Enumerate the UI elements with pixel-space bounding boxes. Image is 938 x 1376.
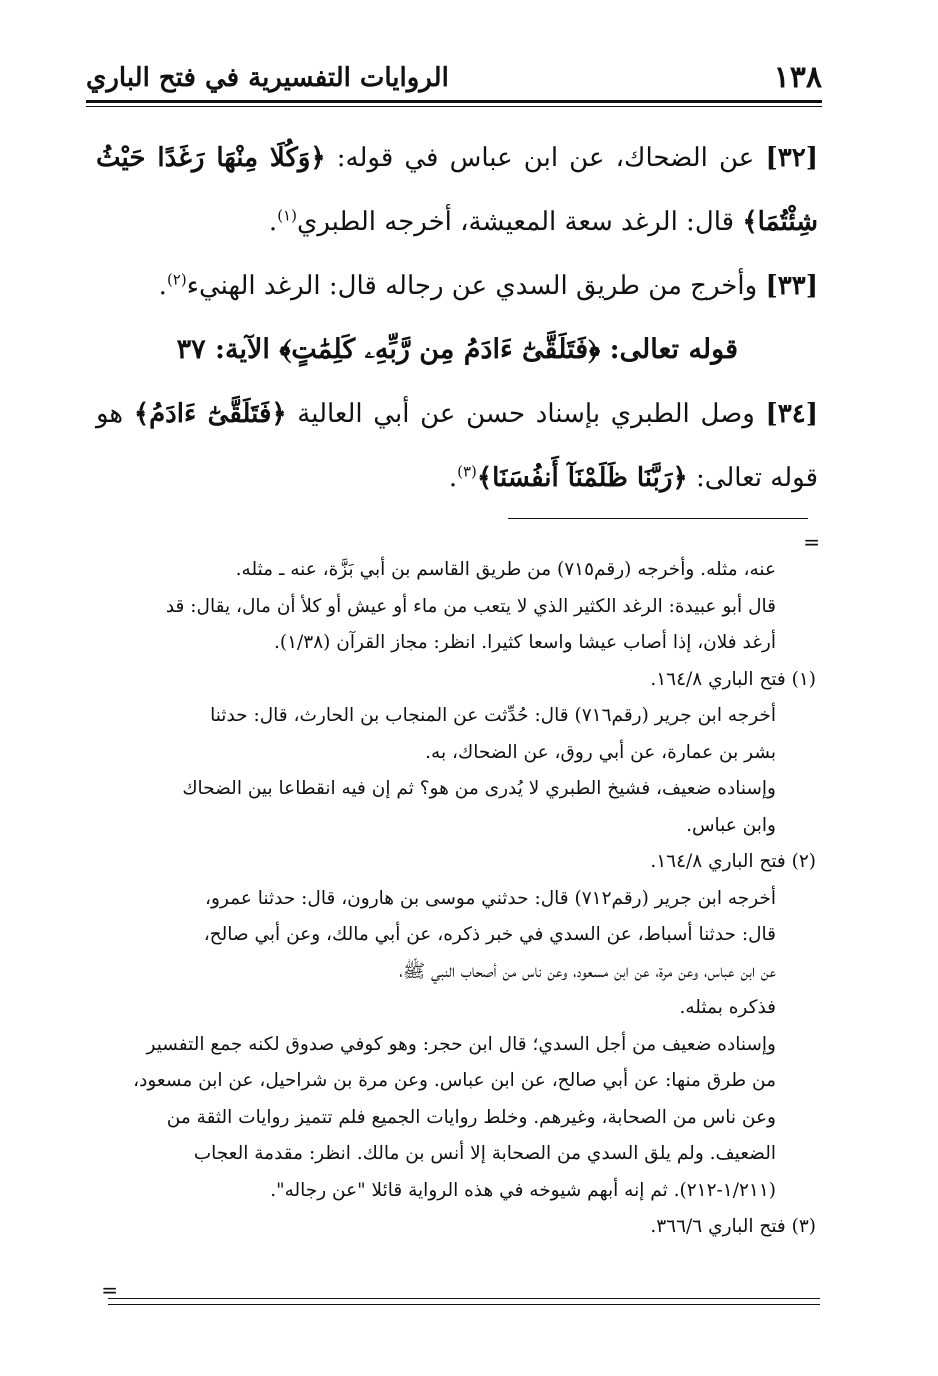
paragraph-32 [96, 126, 818, 254]
narration-text: قال: الرغد سعة المعيشة، أخرجه الطبري [296, 207, 735, 237]
narration-number: [٣٣] [765, 271, 818, 301]
quran-verse: ﴿رَبَّنَا ظَلَمْنَآ أَنفُسَنَا﴾ [476, 463, 688, 493]
footnote-1-line: وابن عباس. [686, 814, 776, 836]
heading-label: قوله تعالى: [609, 334, 738, 365]
footnote-1-line: وإسناده ضعيف، فشيخ الطبري لا يُدرى من هو؟ ثم إن فيه انقطاعا بين الضحاك [182, 778, 776, 799]
full-stop: . [158, 271, 167, 301]
footnotes [100, 552, 816, 1246]
running-title: الروايات التفسيرية في فتح الباري [86, 63, 449, 93]
footnote-continued-line: أرغد فلان، إذا أصاب عيشا واسعا كثيرا. انظر: مجاز القرآن (١/٣٨). [274, 632, 776, 653]
page-number: ١٣٨ [773, 60, 822, 95]
narration-text: هو قوله تعالى: [96, 399, 818, 493]
footnote-2-line: (١/٢١١-٢١٢). ثم إنه أبهم شيوخه في هذه الرواية قائلا "عن رجاله". [270, 1179, 776, 1201]
header-rule [86, 100, 822, 103]
full-stop: . [448, 463, 458, 493]
footnote-ref: (١) [277, 206, 297, 225]
footnote-1-line: بشر بن عمارة، عن أبي روق، عن الضحاك، به. [425, 741, 776, 763]
footnote-2-line: وإسناده ضعيف من أجل السدي؛ قال ابن حجر: وهو كوفي صدوق لكنه جمع التفسير [146, 1033, 776, 1055]
heading-tail: الآية: ٣٧ [176, 334, 270, 365]
footnote-1-head: (١) فتح الباري ١٦٤/٨. [650, 668, 816, 690]
footnote-2-line: الضعيف. ولم يلق السدي من الصحابة إلا أنس بن مالك. انظر: مقدمة العجاب [193, 1143, 776, 1164]
footnote-2-line: وعن ناس من الصحابة، وغيرهم. وخلط روايات الجميع فلم تتميز روايات الثقة من [166, 1106, 776, 1128]
footnote-ref: (٣) [457, 462, 477, 481]
paragraph-34 [96, 382, 818, 510]
bottom-rule [108, 1298, 820, 1299]
footnote-2-line: فذكره بمثله. [679, 997, 776, 1018]
footnote-2-line: من طرق منها: عن أبي صالح، عن ابن عباس. وعن مرة بن شراحيل، عن ابن مسعود، [133, 1070, 776, 1091]
footnote-2-line: قال: حدثنا أسباط، عن السدي في خبر ذكره، عن أبي مالك، وعن أبي صالح، [203, 924, 776, 945]
narration-text: وصل الطبري بإسناد حسن عن أبي العالية [297, 399, 755, 429]
page-header [86, 58, 822, 102]
footnote-1-line: أخرجه ابن جرير (رقم٧١٦) قال: حُدِّثت عن المنجاب بن الحارث، قال: حدثنا [210, 705, 776, 726]
quran-verse: ﴿فَتَلَقَّىٰٓ ءَادَمُ مِن رَّبِّهِۦ كَلِمَٰتٍ﴾ [279, 334, 601, 365]
full-stop: . [268, 207, 278, 237]
footnote-separator [508, 518, 808, 519]
quran-verse: ﴿فَتَلَقَّىٰٓ ءَادَمُ﴾ [133, 399, 287, 429]
narration-text: وأخرج من طريق السدي عن رجاله قال: الرغد الهنيء [186, 271, 758, 301]
footnote-3-head: (٣) فتح الباري ٣٦٦/٦. [650, 1216, 816, 1237]
continuation-mark-top: = [803, 530, 820, 554]
main-text [96, 126, 818, 510]
footnote-2-line: عن ابن عباس، وعن مرة، عن ابن مسعود، وعن ناس من أصحاب النبي ﷺ، [399, 960, 776, 982]
paragraph-33 [96, 254, 818, 318]
footnote-ref: (٢) [166, 270, 187, 289]
bottom-rule-thin [108, 1304, 820, 1305]
footnote-continued-line: عنه، مثله. وأخرجه (رقم٧١٥) من طريق القاسم بن أبي بَزَّة، عنه ـ مثله. [235, 559, 776, 580]
narration-text: عن الضحاك، عن ابن عباس في قوله: [336, 143, 755, 173]
footnote-2-head: (٢) فتح الباري ١٦٤/٨. [650, 851, 816, 872]
narration-number: [٣٤] [765, 399, 819, 429]
continuation-mark-bottom: = [101, 1278, 118, 1302]
narration-number: [٣٢] [765, 143, 818, 173]
footnote-continued-line: قال أبو عبيدة: الرغد الكثير الذي لا يتعب من ماء أو عيش أو كلأ أن مال، يقال: قد [165, 595, 776, 617]
header-rule-thin [86, 106, 822, 107]
verse-heading [96, 318, 818, 382]
quran-verse: ﴿وَكُلَا مِنْهَا رَغَدًا حَيْثُ شِئْتُمَا﴾ [96, 143, 818, 237]
footnote-2-line: أخرجه ابن جرير (رقم٧١٢) قال: حدثني موسى بن هارون، قال: حدثنا عمرو، [205, 887, 776, 909]
